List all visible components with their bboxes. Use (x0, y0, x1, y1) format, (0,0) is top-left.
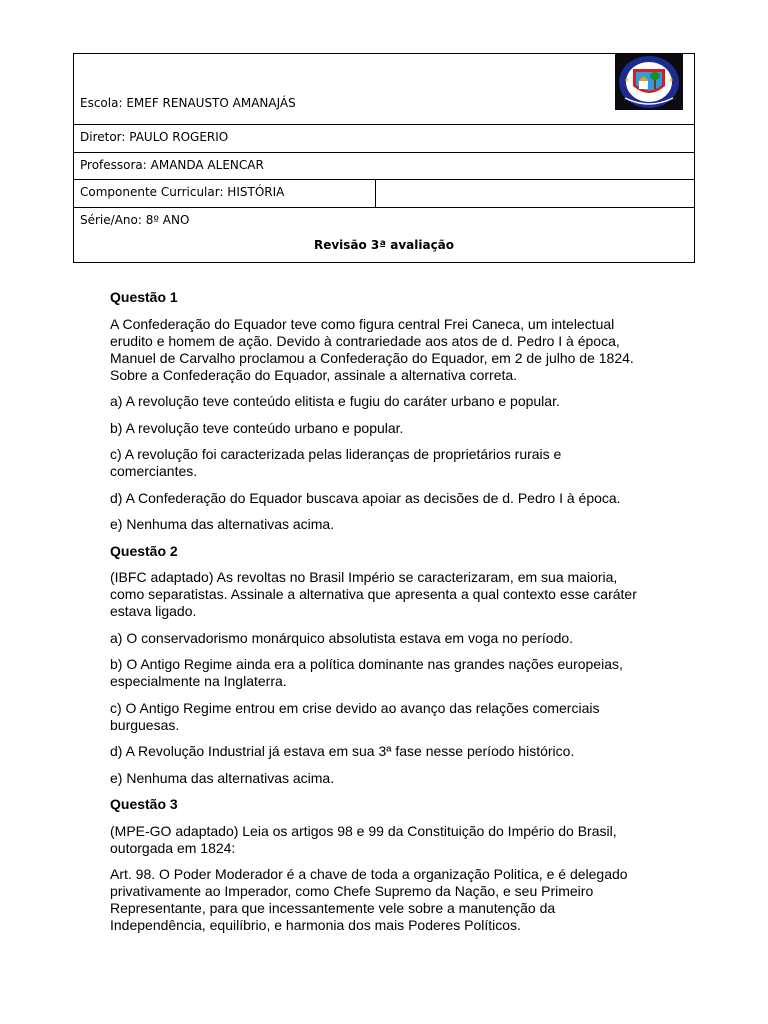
option-c: c) A revolução foi caracterizada pelas lideranças de proprietários rurais e comerciantes. (110, 446, 562, 479)
option-e: e) Nenhuma das alternativas acima. (110, 769, 335, 786)
header-row-componente (74, 180, 694, 208)
question-title: Questão 2 (110, 542, 178, 559)
grade-year: Série/Ano: 8º ANO (80, 213, 190, 227)
article-text: Art. 98. O Poder Moderador é a chave de toda a organização Politica, e é delegado privativamente ao Imperador, como Chefe Supremo da Nação, e seu Primeiro Representante, para que incessantemente vele sobre a manutenção da Independência, equilíbrio, e harmonia dos mais Poderes Políticos. (110, 866, 628, 933)
option-d: d) A Revolução Industrial já estava em sua 3ª fase nesse período histórico. (110, 743, 575, 759)
option-c: c) O Antigo Regime entrou em crise devido ao avanço das relações comerciais burguesas. (110, 699, 600, 733)
header-row-diretor (74, 125, 694, 153)
question-1 (110, 289, 650, 533)
question-statement: (MPE-GO adaptado) Leia os artigos 98 e 99 da Constituição do Império do Brasil, outorgada em 1824: (110, 822, 617, 856)
option-d: d) A Confederação do Equador buscava apoiar as decisões de d. Pedro I à época. (110, 489, 621, 506)
question-statement: (IBFC adaptado) As revoltas no Brasil Império se caracterizaram, em sua maioria, como separatistas. Assinale a alternativa que apresenta a qual contexto esse caráter estava ligado. (110, 569, 637, 619)
school-name: Escola: EMEF RENAUSTO AMANAJÁS (80, 96, 296, 110)
option-b: b) A revolução teve conteúdo urbano e popular. (110, 419, 404, 436)
header-row-escola (74, 54, 694, 125)
cell-divider (375, 180, 376, 207)
header-row-professora (74, 153, 694, 180)
question-2 (110, 543, 650, 787)
option-b: b) O Antigo Regime ainda era a política dominante nas grandes nações europeias, especialmente na Inglaterra. (110, 656, 623, 689)
document-title: Revisão 3ª avaliação (313, 238, 455, 252)
option-a: a) A revolução teve conteúdo elitista e fugiu do caráter urbano e popular. (110, 393, 560, 409)
question-title: Questão 3 (110, 796, 178, 812)
question-title: Questão 1 (110, 289, 178, 305)
option-e: e) Nenhuma das alternativas acima. (110, 516, 335, 532)
header-row-serie (74, 208, 694, 263)
teacher-name: Professora: AMANDA ALENCAR (80, 158, 264, 172)
school-crest-icon (615, 54, 683, 110)
questions-content (110, 289, 650, 944)
director-name: Diretor: PAULO ROGERIO (80, 130, 229, 144)
header-table (73, 53, 695, 263)
option-a: a) O conservadorismo monárquico absolutista estava em voga no período. (110, 629, 574, 646)
curricular-component: Componente Curricular: HISTÓRIA (80, 185, 285, 199)
question-3 (110, 796, 650, 934)
question-statement: A Confederação do Equador teve como figura central Frei Caneca, um intelectual erudito e homem de ação. Devido à contrariedade aos atos de d. Pedro I à época, Manuel de Carvalho proclamou a Confederação do Equador, em 2 de julho de 1824. Sobre a Confederação do Equador, assinale a alternativa correta. (110, 315, 634, 383)
